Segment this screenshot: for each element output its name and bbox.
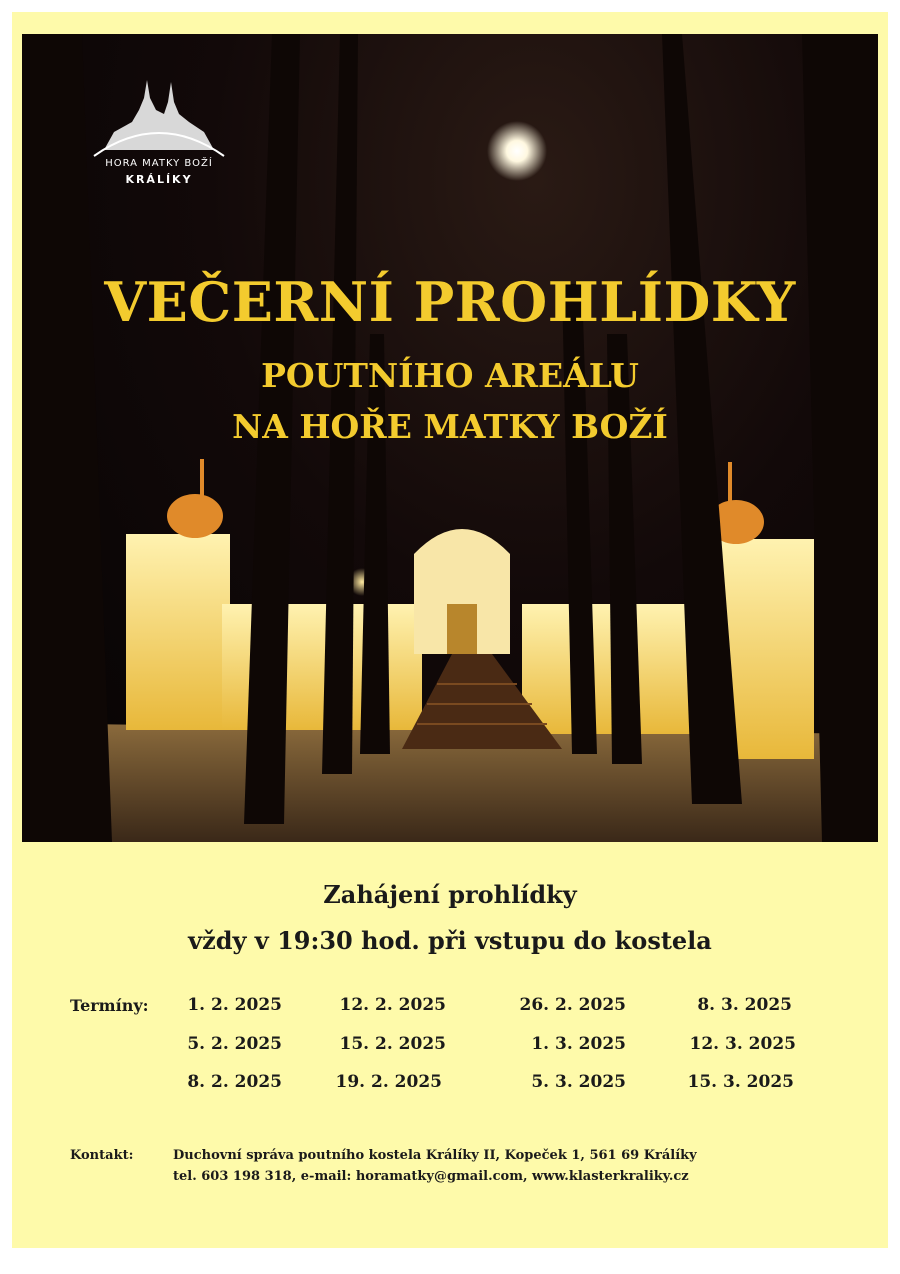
date-item: 5. 2. 2025 [187,1034,282,1054]
night-photo-pilgrimage-site [22,34,878,842]
date-item: 8. 2. 2025 [187,1072,282,1092]
tour-start-heading: Zahájení prohlídky [323,880,577,909]
date-item: 1. 2. 2025 [187,995,282,1015]
subtitle-line-2: NA HOŘE MATKY BOŽÍ [232,407,668,446]
date-item: 15. 3. 2025 [687,1072,794,1092]
contact-label: Kontakt: [70,1148,134,1163]
dates-label: Termíny: [70,996,149,1015]
logo-name: HORA MATKY BOŽÍ [105,158,213,169]
tour-start-time: vždy v 19:30 hod. při vstupu do kostela [188,926,712,955]
contact-phone-email-web: tel. 603 198 318, e-mail: horamatky@gmail.com, www.klasterkraliky.cz [173,1169,689,1184]
date-item: 19. 2. 2025 [335,1072,442,1092]
date-item: 12. 3. 2025 [689,1034,796,1054]
date-item: 12. 2. 2025 [339,995,446,1015]
moon [487,121,547,181]
logo [84,70,244,190]
logo-town: KRÁLÍKY [125,173,193,186]
date-item: 26. 2. 2025 [519,995,626,1015]
date-item: 1. 3. 2025 [531,1034,626,1054]
left-corner-tower [126,534,230,730]
date-item: 5. 3. 2025 [531,1072,626,1092]
contact-address: Duchovní správa poutního kostela Králíky II, Kopeček 1, 561 69 Králíky [173,1148,697,1163]
main-title: VEČERNÍ PROHLÍDKY [104,270,796,334]
church-silhouette-icon [84,70,234,160]
subtitle-line-1: POUTNÍHO AREÁLU [261,356,639,395]
date-item: 8. 3. 2025 [697,995,792,1015]
date-item: 15. 2. 2025 [339,1034,446,1054]
